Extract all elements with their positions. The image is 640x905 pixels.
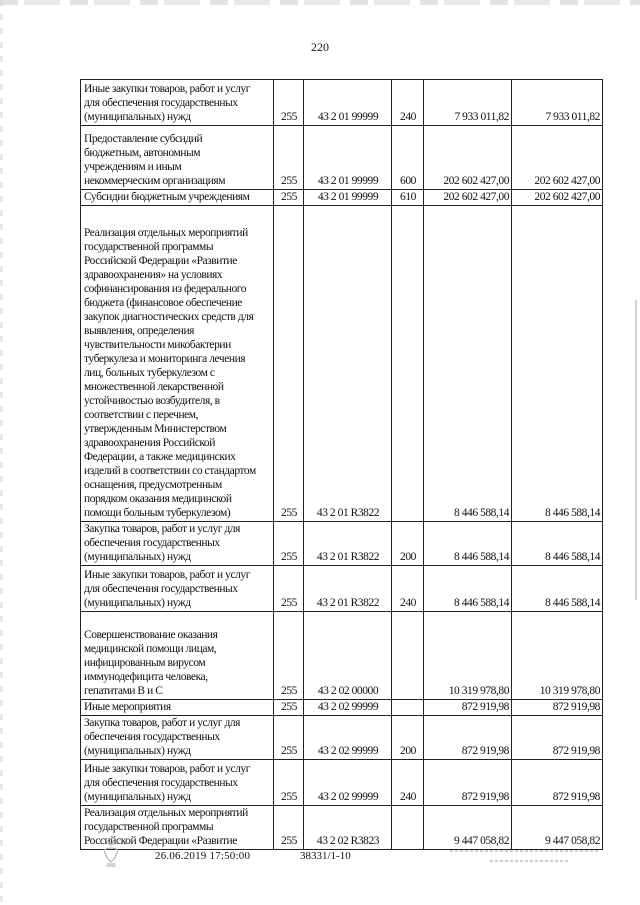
row-sum-total-cell: 872 919,98 — [512, 760, 603, 806]
row-csr-cell: 43 2 02 99999 — [304, 700, 392, 716]
faint-stamp-scribble — [450, 846, 600, 866]
table-row — [81, 190, 603, 206]
row-vr-cell — [392, 700, 424, 716]
row-name-cell: Закупка товаров, работ и услуг для обеспечения государственных (муниципальных) нужд — [81, 716, 274, 760]
row-name-cell: Реализация отдельных мероприятий государственной программы Российской Федерации «Развитие здравоохранения» на условиях софинансирования из федерального бюджета (финансовое обеспечение закупок диагностических средств для выявления, определения чувствительности микобактерии туберкулеза и мониторинга лечения лиц, больных туберкулезом с множественной лекарственной устойчивостью возбудителя, в соответствии с перечнем, утвержденным Министерством здравоохранения Российской Федерации, а также медицинских изделий в соответствии со стандартом оснащения, предусмотренным порядком оказания медицинской помощи больным туберкулезом) — [81, 206, 274, 522]
row-ved-cell: 255 — [274, 206, 304, 522]
row-vr-cell: 610 — [392, 190, 424, 206]
row-vr-cell: 200 — [392, 522, 424, 566]
row-name-cell: Закупка товаров, работ и услуг для обеспечения государственных (муниципальных) нужд — [81, 522, 274, 566]
row-sum-total-cell: 872 919,98 — [512, 700, 603, 716]
row-ved-cell: 255 — [274, 126, 304, 190]
row-vr-cell: 240 — [392, 80, 424, 126]
row-ved-cell: 255 — [274, 566, 304, 612]
page-number: 220 — [311, 40, 329, 54]
row-sum-total-cell: 8 446 588,14 — [512, 566, 603, 612]
table-row — [81, 206, 603, 522]
table-row — [81, 566, 603, 612]
row-sum-2019-cell: 8 446 588,14 — [424, 522, 512, 566]
row-csr-cell: 43 2 01 R3822 — [304, 566, 392, 612]
row-name-cell: Иные закупки товаров, работ и услуг для обеспечения государственных (муниципальных) нужд — [81, 80, 274, 126]
table-row — [81, 126, 603, 190]
row-sum-total-cell: 9 447 058,82 — [512, 806, 603, 850]
row-ved-cell: 255 — [274, 190, 304, 206]
row-name-cell: Реализация отдельных мероприятий государственной программы Российской Федерации «Развитие — [81, 806, 274, 850]
table-row — [81, 760, 603, 806]
row-sum-2019-cell: 202 602 427,00 — [424, 190, 512, 206]
footer-datetime: 26.06.2019 17:50:00 — [155, 850, 251, 862]
table-row — [81, 806, 603, 850]
row-vr-cell: 240 — [392, 566, 424, 612]
row-sum-2019-cell: 8 446 588,14 — [424, 566, 512, 612]
table-row — [81, 612, 603, 700]
row-vr-cell — [392, 206, 424, 522]
row-csr-cell: 43 2 01 R3822 — [304, 522, 392, 566]
row-sum-total-cell: 872 919,98 — [512, 716, 603, 760]
row-vr-cell: 240 — [392, 760, 424, 806]
row-ved-cell: 255 — [274, 806, 304, 850]
row-csr-cell: 43 2 01 99999 — [304, 190, 392, 206]
row-sum-2019-cell: 10 319 978,80 — [424, 612, 512, 700]
row-ved-cell: 255 — [274, 522, 304, 566]
row-sum-total-cell: 7 933 011,82 — [512, 80, 603, 126]
row-csr-cell: 43 2 02 99999 — [304, 716, 392, 760]
row-sum-2019-cell: 8 446 588,14 — [424, 206, 512, 522]
row-name-cell: Иные мероприятия — [81, 700, 274, 716]
table-row — [81, 716, 603, 760]
budget-table-body — [81, 80, 603, 850]
scan-edge-right — [635, 300, 637, 600]
row-ved-cell: 255 — [274, 612, 304, 700]
row-name-cell: Субсидии бюджетным учреждениям — [81, 190, 274, 206]
row-name-cell: Предоставление субсидий бюджетным, автономным учреждениям и иным некоммерческим организациям — [81, 126, 274, 190]
table-row — [81, 80, 603, 126]
footer-doc-number: 38331/1-10 — [300, 850, 351, 862]
row-sum-2019-cell: 202 602 427,00 — [424, 126, 512, 190]
row-csr-cell: 43 2 02 99999 — [304, 760, 392, 806]
budget-table — [80, 79, 603, 850]
row-sum-total-cell: 8 446 588,14 — [512, 206, 603, 522]
row-ved-cell: 255 — [274, 760, 304, 806]
row-sum-total-cell: 10 319 978,80 — [512, 612, 603, 700]
row-sum-total-cell: 202 602 427,00 — [512, 190, 603, 206]
row-name-cell: Иные закупки товаров, работ и услуг для обеспечения государственных (муниципальных) нужд — [81, 566, 274, 612]
row-sum-2019-cell: 7 933 011,82 — [424, 80, 512, 126]
row-ved-cell: 255 — [274, 80, 304, 126]
scan-edge-top — [0, 0, 640, 5]
scan-edge-left — [0, 0, 3, 905]
row-vr-cell: 600 — [392, 126, 424, 190]
row-csr-cell: 43 2 01 99999 — [304, 126, 392, 190]
row-ved-cell: 255 — [274, 716, 304, 760]
row-sum-total-cell: 202 602 427,00 — [512, 126, 603, 190]
table-row — [81, 522, 603, 566]
row-name-cell: Иные закупки товаров, работ и услуг для обеспечения государственных (муниципальных) нужд — [81, 760, 274, 806]
row-ved-cell: 255 — [274, 700, 304, 716]
table-row — [81, 700, 603, 716]
row-csr-cell: 43 2 01 R3822 — [304, 206, 392, 522]
row-sum-2019-cell: 9 447 058,82 — [424, 806, 512, 850]
row-sum-total-cell: 8 446 588,14 — [512, 522, 603, 566]
emblem-icon — [100, 840, 122, 868]
row-vr-cell — [392, 612, 424, 700]
row-sum-2019-cell: 872 919,98 — [424, 700, 512, 716]
row-csr-cell: 43 2 02 00000 — [304, 612, 392, 700]
row-csr-cell: 43 2 02 R3823 — [304, 806, 392, 850]
row-sum-2019-cell: 872 919,98 — [424, 716, 512, 760]
row-sum-2019-cell: 872 919,98 — [424, 760, 512, 806]
row-name-cell: Совершенствование оказания медицинской помощи лицам, инфицированным вирусом иммунодефицита человека, гепатитами В и С — [81, 612, 274, 700]
row-vr-cell — [392, 806, 424, 850]
row-csr-cell: 43 2 01 99999 — [304, 80, 392, 126]
footer-faint-stamp — [450, 846, 600, 869]
row-vr-cell: 200 — [392, 716, 424, 760]
